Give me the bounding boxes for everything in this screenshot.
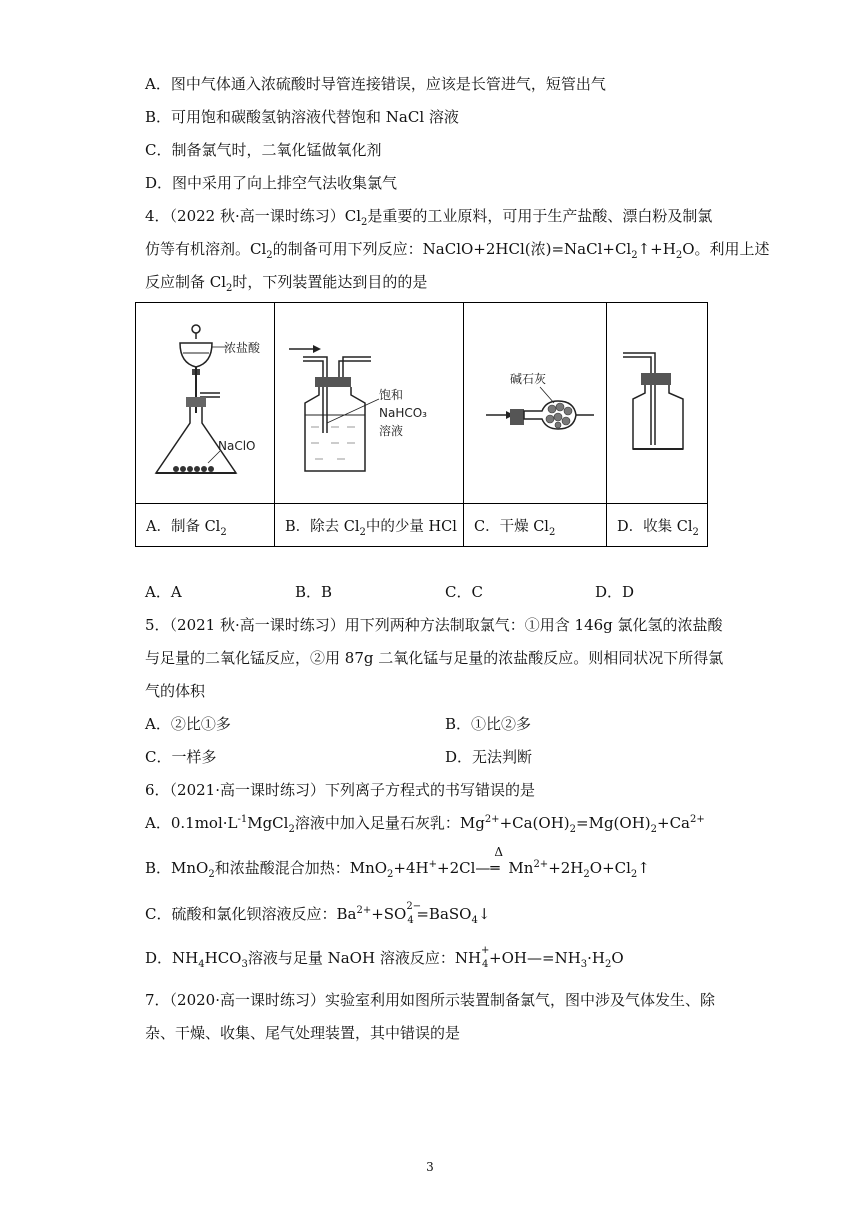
flask-apparatus-figure (136, 303, 274, 499)
q6-option-c: C．硫酸和氯化钡溶液反应：$Ba^{2+}+SO$ 2− 4 =BaSO$_4$↓ (145, 901, 491, 926)
page-number: 3 (426, 1160, 434, 1174)
apparatus-a-cell (136, 303, 275, 504)
apparatus-d-cell (607, 303, 708, 504)
q4-choice-b: B．B (295, 583, 333, 601)
q3-option-b: B．可用饱和碳酸氢钠溶液代替饱和 NaCl 溶液 (145, 108, 459, 126)
apparatus-table (135, 302, 708, 547)
apparatus-c-cell (464, 303, 607, 504)
caption-c: C．干燥 $Cl_2$ (464, 504, 607, 547)
heating-delta: Δ ═ (490, 845, 504, 877)
q3-option-c: C．制备氯气时，二氧化锰做氧化剂 (145, 141, 382, 159)
q6-option-b: B．MnO$_2$和浓盐酸混合加热：MnO$_2$+4H++2Cl— Δ ═ $Mn^{2+}+2H_2O+Cl_2↑$ (145, 845, 650, 880)
q5-stem-line3: 气的体积 (145, 682, 206, 700)
q4-stem-line2: 仿等有机溶剂。$Cl_2$的制备可用下列反应：NaClO+2HCl(浓)$=NaCl+Cl_2↑+H_2O$。利用上述 (145, 240, 770, 261)
wash-bottle-figure (275, 303, 463, 499)
q5-option-b: B．①比②多 (445, 715, 532, 733)
solution-label: 溶液 (379, 424, 404, 438)
saturated-label: 饱和 (379, 388, 404, 402)
q3-option-a: A．图中气体通入浓硫酸时导管连接错误，应该是长管进气，短管出气 (145, 75, 606, 93)
q4-stem-line1: 4．（2022 秋·高一课时练习）$Cl_2$是重要的工业原料，可用于生产盐酸、漂白粉及制氯 (145, 207, 713, 228)
caption-d: D．收集 $Cl_2$ (607, 504, 708, 547)
naclo-label: NaClO (218, 439, 256, 453)
q5-option-d: D．无法判断 (445, 748, 533, 766)
apparatus-b-cell (275, 303, 464, 504)
q4-choice-d: D．D (595, 583, 635, 601)
q6-stem: 6．（2021·高一课时练习）下列离子方程式的书写错误的是 (145, 781, 535, 799)
q7-stem-line1: 7．（2020·高一课时练习）实验室利用如图所示装置制备氯气，图中涉及气体发生、除 (145, 991, 715, 1009)
q4-choice-c: C．C (445, 583, 483, 601)
soda-lime-label: 碱石灰 (510, 372, 547, 386)
q5-option-c: C．一样多 (145, 748, 217, 766)
q6-option-a: A．$0.1mol\cdot L^{-1}MgCl_2$溶液中加入足量石灰乳：$Mg^{2+}+Ca(OH)_2=Mg(OH)_2+Ca^{2+}$ (145, 814, 705, 835)
gas-jar-figure (607, 303, 707, 499)
conc-hcl-label: 浓盐酸 (224, 341, 261, 355)
q4-stem-line3: 反应制备 $Cl_2$时，下列装置能达到目的的是 (145, 273, 428, 294)
q5-option-a: A．②比①多 (145, 715, 231, 733)
q7-stem-line2: 杂、干燥、收集、尾气处理装置，其中错误的是 (145, 1024, 461, 1042)
caption-b: B．除去 $Cl_2$中的少量 HCl (275, 504, 464, 547)
q4-choice-a: A．A (145, 583, 182, 601)
q6-option-d: D．$NH_4HCO_3$溶液与足量 NaOH 溶液反应：NH + 4 $+OH—=NH_3\cdot H_2O$ (145, 945, 624, 970)
q5-stem-line2: 与足量的二氧化锰反应，②用 87g 二氧化锰与足量的浓盐酸反应。则相同状况下所得氯 (145, 649, 724, 667)
nahco3-label: NaHCO₃ (379, 406, 427, 420)
caption-a: A．制备 $Cl_2$ (136, 504, 275, 547)
q3-option-d: D．图中采用了向上排空气法收集氯气 (145, 174, 398, 192)
q5-stem-line1: 5．（2021 秋·高一课时练习）用下列两种方法制取氯气：①用含 146g 氯化氢的浓盐酸 (145, 616, 723, 634)
drying-tube-figure (464, 303, 606, 499)
